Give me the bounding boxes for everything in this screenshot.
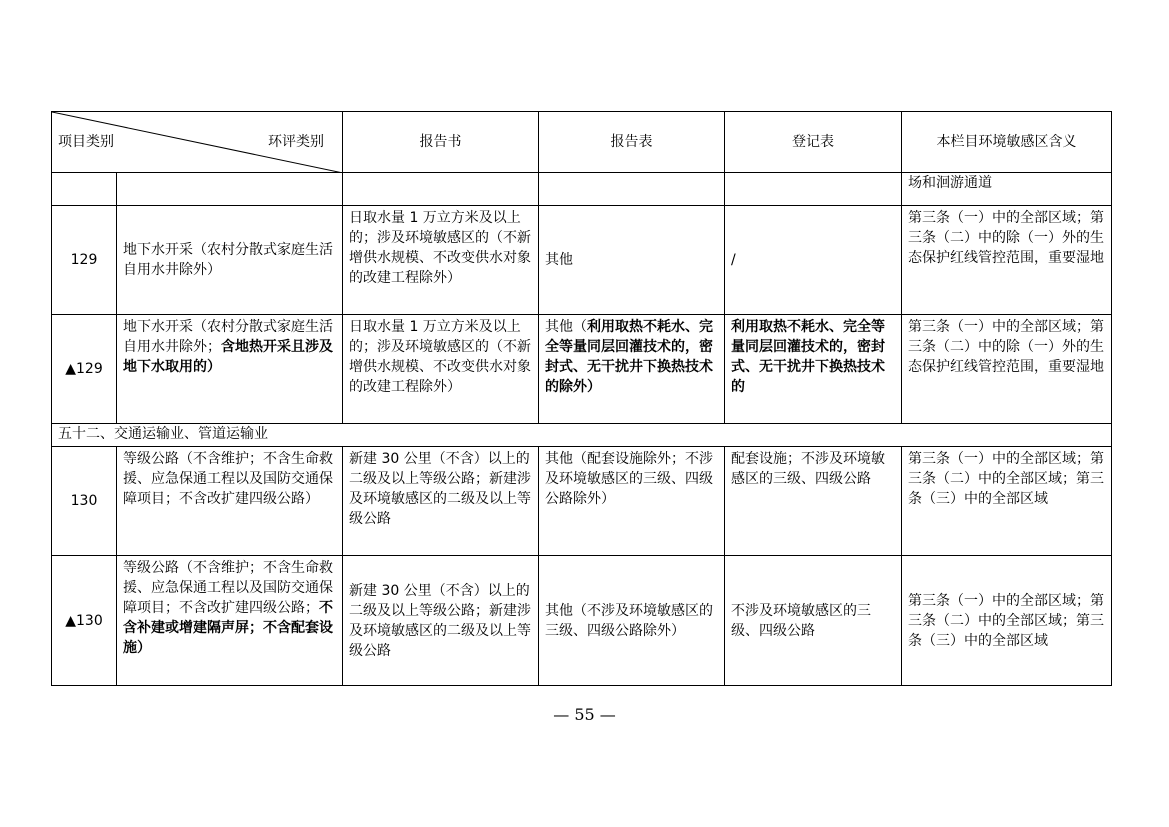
- header-eia-category: 环评类别: [268, 134, 324, 150]
- meaning-cell: 第三条（一）中的全部区域；第三条（二）中的除（一）外的生态保护红线管控范围，重要湿地: [902, 315, 1112, 424]
- report-book-cell: 新建 30 公里（不含）以上的二级及以上等级公路；新建涉及环境敏感区的二级及以上等级公路: [343, 556, 539, 686]
- section-heading-row: [52, 424, 1112, 447]
- header-registration-form: 登记表: [725, 112, 902, 173]
- table-header-row: [52, 112, 1112, 173]
- row-id: 129: [52, 206, 117, 315]
- category-cell: 地下水开采（农村分散式家庭生活自用水井除外；含地热开采且涉及地下水取用的）: [117, 315, 343, 424]
- table-row-129-amended: [52, 315, 1112, 424]
- page-number: — 55 —: [553, 705, 616, 724]
- table-row-130-amended: [52, 556, 1112, 686]
- header-report-form: 报告表: [539, 112, 725, 173]
- registration-cell: /: [725, 206, 902, 315]
- classification-table: [51, 111, 1112, 686]
- report-form-cell: 其他（不涉及环境敏感区的三级、四级公路除外）: [539, 556, 725, 686]
- report-form-cell: 其他（配套设施除外；不涉及环境敏感区的三级、四级公路除外）: [539, 447, 725, 556]
- section-title: 五十二、交通运输业、管道运输业: [52, 424, 1112, 447]
- category-cell: 等级公路（不含维护；不含生命救援、应急保通工程以及国防交通保障项目；不含改扩建四级公路）: [117, 447, 343, 556]
- report-form-cell: 其他（利用取热不耗水、完全等量同层回灌技术的，密封式、无干扰井下换热技术的除外）: [539, 315, 725, 424]
- meaning-cell: 场和洄游通道: [902, 173, 1112, 206]
- header-project-category: 项目类别: [58, 134, 114, 150]
- row-id: ▲130: [52, 556, 117, 686]
- header-report-book: 报告书: [343, 112, 539, 173]
- table-row-129: [52, 206, 1112, 315]
- report-book-cell: 日取水量 1 万立方米及以上的；涉及环境敏感区的（不新增供水规模、不改变供水对象的改建工程除外）: [343, 206, 539, 315]
- header-sensitive-area-meaning: 本栏目环境敏感区含义: [902, 112, 1112, 173]
- meaning-cell: 第三条（一）中的全部区域；第三条（二）中的全部区域；第三条（三）中的全部区域: [902, 556, 1112, 686]
- registration-cell: 利用取热不耗水、完全等量同层回灌技术的，密封式、无干扰井下换热技术的: [725, 315, 902, 424]
- report-book-cell: 新建 30 公里（不含）以上的二级及以上等级公路；新建涉及环境敏感区的二级及以上等级公路: [343, 447, 539, 556]
- row-id: ▲129: [52, 315, 117, 424]
- table-row-130: [52, 447, 1112, 556]
- meaning-cell: 第三条（一）中的全部区域；第三条（二）中的全部区域；第三条（三）中的全部区域: [902, 447, 1112, 556]
- report-form-cell: 其他: [539, 206, 725, 315]
- registration-cell: 不涉及环境敏感区的三级、四级公路: [725, 556, 902, 686]
- meaning-cell: 第三条（一）中的全部区域；第三条（二）中的除（一）外的生态保护红线管控范围，重要湿地: [902, 206, 1112, 315]
- table-row: [52, 173, 1112, 206]
- registration-cell: 配套设施；不涉及环境敏感区的三级、四级公路: [725, 447, 902, 556]
- header-category-cell: [52, 112, 343, 173]
- report-book-cell: 日取水量 1 万立方米及以上的；涉及环境敏感区的（不新增供水规模、不改变供水对象的改建工程除外）: [343, 315, 539, 424]
- category-cell: 等级公路（不含维护；不含生命救援、应急保通工程以及国防交通保障项目；不含改扩建四级公路；不含补建或增建隔声屏；不含配套设施）: [117, 556, 343, 686]
- row-id: 130: [52, 447, 117, 556]
- category-cell: 地下水开采（农村分散式家庭生活自用水井除外）: [117, 206, 343, 315]
